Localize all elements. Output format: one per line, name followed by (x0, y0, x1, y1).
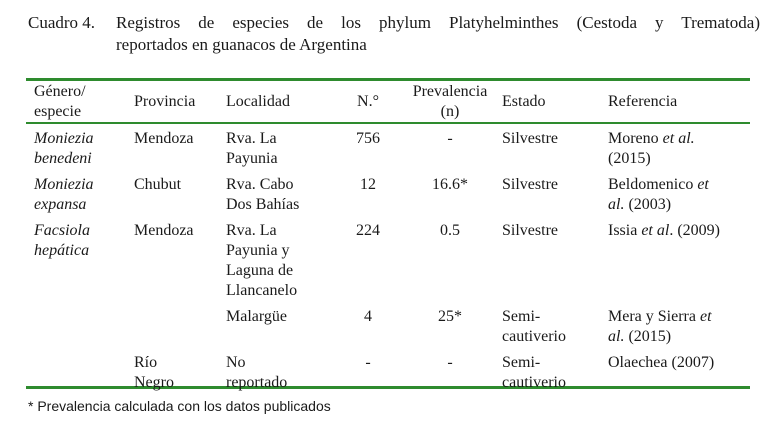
ref-author: Moreno (608, 130, 663, 147)
caption-number: Cuadro 4. (28, 13, 96, 32)
localidad-line1: Rva. La (226, 130, 277, 147)
cell-localidad (226, 347, 338, 393)
localidad-line1: Malargüe (226, 308, 288, 325)
cell-provincia (134, 347, 226, 393)
table-row (26, 215, 758, 301)
cell-referencia (608, 215, 758, 301)
caption-line-1: Registros de especies de los phylum Platyhelminthes (Cestoda y Trematoda) (116, 13, 760, 32)
genero-line1: Moniezia (34, 176, 94, 193)
cell-estado (502, 169, 608, 215)
estado-line1: Semi- (502, 354, 541, 371)
localidad-line3: Laguna de (226, 262, 294, 279)
cell-n: - (365, 354, 371, 371)
genero-line2: expansa (34, 196, 87, 213)
header-prevalencia (398, 80, 502, 123)
estado-line2: cautiverio (502, 374, 566, 391)
cell-estado (502, 301, 608, 347)
ref-etal: et (697, 176, 709, 193)
estado-line1: Silvestre (502, 130, 558, 147)
table-row (26, 347, 758, 393)
cell-n: 4 (364, 308, 372, 325)
cell-provincia (134, 123, 226, 169)
table-row (26, 169, 758, 215)
cell-genero (26, 301, 134, 347)
header-provincia: Provincia (134, 92, 196, 110)
genero-line1: Facsiola (34, 222, 90, 239)
cell-prevalencia: - (447, 130, 453, 147)
localidad-line2: Payunia y (226, 242, 290, 259)
cell-estado (502, 347, 608, 393)
localidad-line2: reportado (226, 374, 288, 391)
header-localidad: Localidad (226, 92, 290, 110)
cell-referencia (608, 123, 758, 169)
table-row (26, 123, 758, 169)
header-prevalencia-line2: (n) (440, 102, 460, 120)
cell-provincia (134, 301, 226, 347)
localidad-line1: Rva. La (226, 222, 277, 239)
cell-genero (26, 215, 134, 301)
localidad-line4: Llancanelo (226, 282, 298, 299)
header-genero-line2: especie (34, 102, 82, 120)
cell-referencia (608, 347, 758, 393)
estado-line2: cautiverio (502, 328, 566, 345)
ref-etal-cont: al. (608, 196, 625, 213)
header-genero-line1: Género/ (34, 82, 86, 100)
header-estado: Estado (502, 92, 546, 110)
provincia-line1: Río (134, 354, 158, 371)
ref-etal: et (699, 308, 712, 325)
cell-genero (26, 123, 134, 169)
cell-localidad (226, 301, 338, 347)
header-n: N.° (357, 92, 379, 110)
header-row (26, 80, 758, 123)
cell-localidad (226, 123, 338, 169)
genero-line2: benedeni (34, 150, 92, 167)
caption-text (116, 12, 760, 56)
provincia-line1: Mendoza (134, 130, 194, 147)
cell-localidad (226, 215, 338, 301)
table-header (26, 80, 758, 123)
cell-n: 12 (360, 176, 376, 193)
ref-year: (2015) (624, 328, 672, 345)
ref-year: . (2009) (669, 222, 720, 239)
cell-n: 756 (356, 130, 380, 147)
estado-line1: Silvestre (502, 176, 558, 193)
localidad-line1: Rva. Cabo (226, 176, 294, 193)
ref-author: Olaechea (2007) (608, 354, 715, 371)
ref-etal: et al (641, 222, 670, 239)
cell-referencia (608, 169, 758, 215)
header-prevalencia-line1: Prevalencia (412, 82, 488, 100)
genero-line1: Moniezia (34, 130, 94, 147)
estado-line1: Semi- (502, 308, 541, 325)
cell-prevalencia: 0.5 (440, 222, 460, 239)
ref-author: Issia (608, 222, 642, 239)
cell-prevalencia: 16.6* (432, 176, 468, 193)
header-genero (26, 80, 134, 123)
localidad-line2: Payunia (226, 150, 278, 167)
ref-author: Mera y Sierra (608, 308, 700, 325)
cell-estado (502, 215, 608, 301)
genero-line2: hepática (34, 242, 90, 259)
localidad-line1: No (226, 354, 246, 371)
cell-genero (26, 169, 134, 215)
cell-provincia (134, 215, 226, 301)
provincia-line1: Mendoza (134, 222, 194, 239)
cell-referencia (608, 301, 758, 347)
cell-n: 224 (356, 222, 380, 239)
localidad-line2: Dos Bahías (226, 196, 300, 213)
cell-prevalencia: - (447, 354, 453, 371)
species-table (26, 80, 758, 393)
cell-prevalencia: 25* (438, 308, 462, 325)
provincia-line1: Chubut (134, 176, 182, 193)
table-row (26, 301, 758, 347)
ref-author: Beldomenico (608, 176, 698, 193)
estado-line1: Silvestre (502, 222, 558, 239)
ref-year: (2015) (608, 150, 651, 167)
ref-etal: et al. (662, 130, 695, 147)
header-referencia: Referencia (608, 92, 678, 110)
caption-line-2: reportados en guanacos de Argentina (116, 35, 367, 54)
ref-year: (2003) (624, 196, 672, 213)
cell-estado (502, 123, 608, 169)
table-footnote: * Prevalencia calculada con los datos publicados (28, 398, 331, 414)
ref-etal-cont: al. (608, 328, 625, 345)
cell-provincia (134, 169, 226, 215)
cell-localidad (226, 169, 338, 215)
table-body (26, 123, 758, 393)
provincia-line2: Negro (134, 374, 174, 391)
cell-genero (26, 347, 134, 393)
